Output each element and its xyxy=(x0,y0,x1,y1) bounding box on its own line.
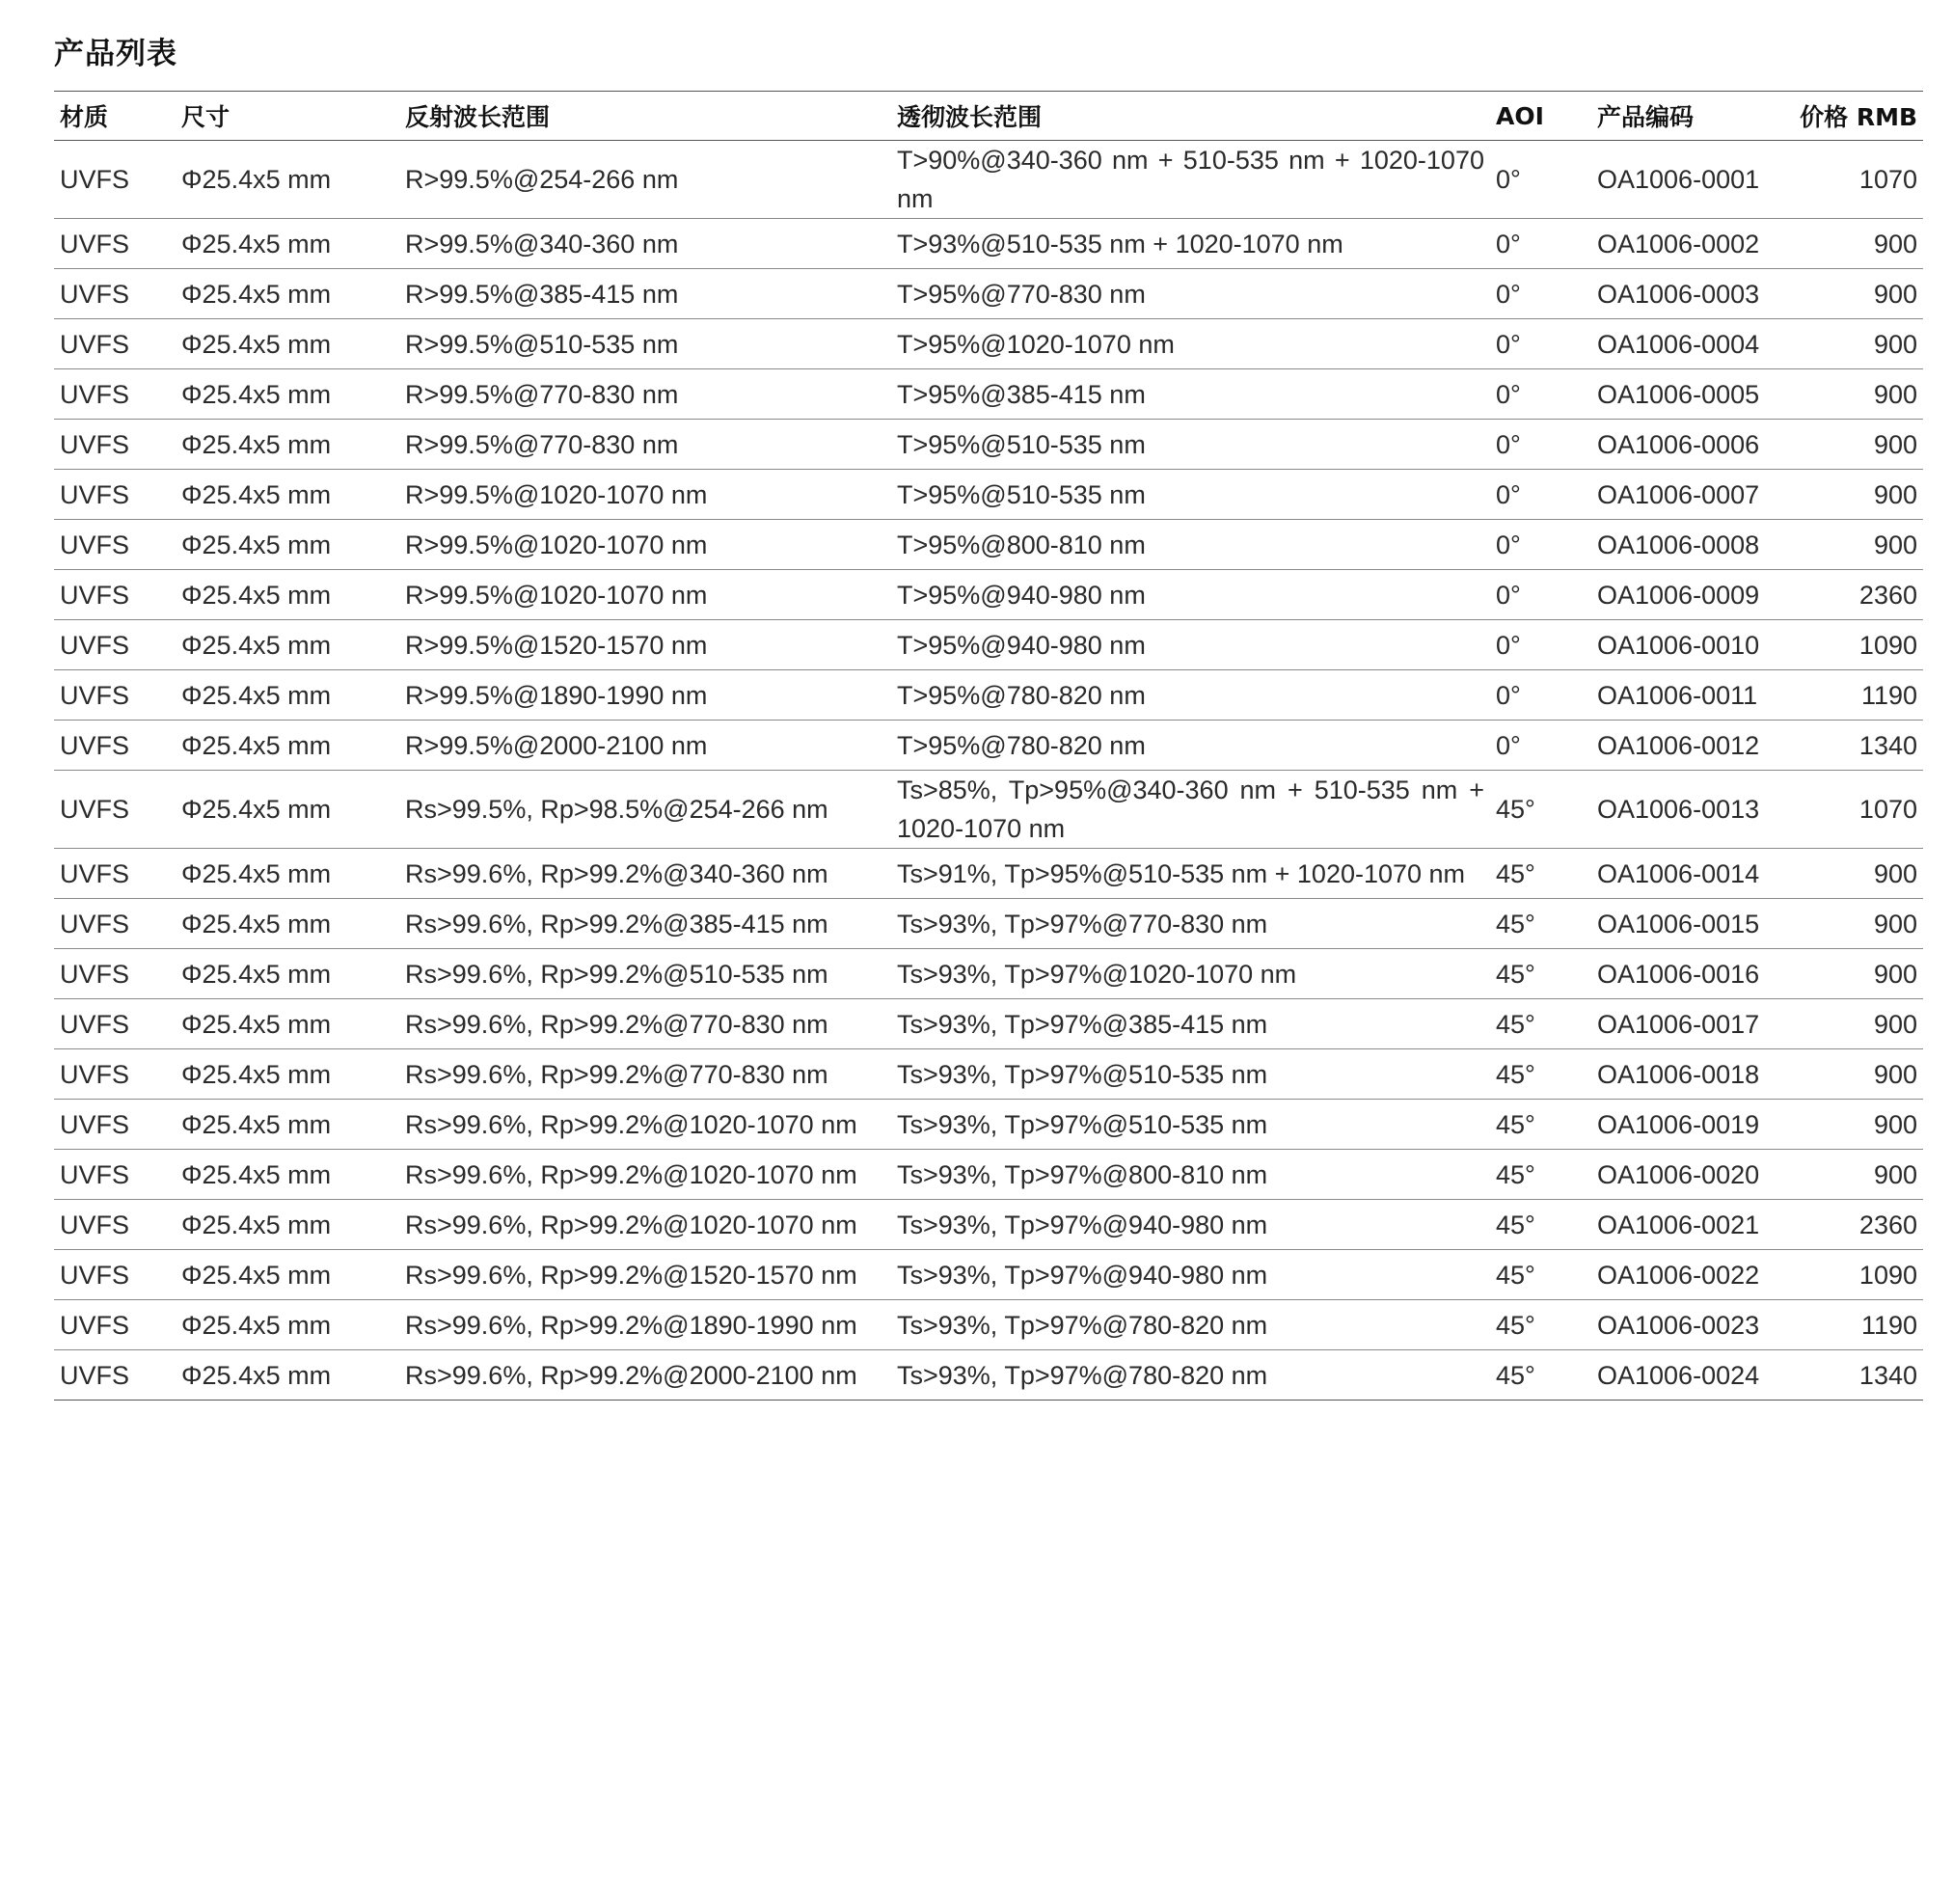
size-cell: Φ25.4x5 mm xyxy=(176,520,399,570)
material-cell: UVFS xyxy=(54,420,176,470)
transmission-range-cell: Ts>93%, Tp>97%@770-830 nm xyxy=(891,899,1490,949)
table-row xyxy=(54,620,1923,670)
material-cell: UVFS xyxy=(54,1100,176,1150)
reflection-range-cell: Rs>99.6%, Rp>99.2%@385-415 nm xyxy=(399,899,891,949)
size-cell: Φ25.4x5 mm xyxy=(176,319,399,369)
aoi-cell: 0° xyxy=(1490,319,1591,369)
material-cell: UVFS xyxy=(54,670,176,721)
aoi-cell: 45° xyxy=(1490,1150,1591,1200)
size-cell: Φ25.4x5 mm xyxy=(176,1100,399,1150)
transmission-range-cell: T>95%@510-535 nm xyxy=(891,420,1490,470)
reflection-range-cell: R>99.5%@1890-1990 nm xyxy=(399,670,891,721)
aoi-cell: 0° xyxy=(1490,420,1591,470)
size-cell: Φ25.4x5 mm xyxy=(176,219,399,269)
table-row xyxy=(54,369,1923,420)
column-header-product-code: 产品编码 xyxy=(1597,103,1695,131)
aoi-cell: 45° xyxy=(1490,1049,1591,1100)
price-cell: 900 xyxy=(1780,999,1923,1049)
size-cell: Φ25.4x5 mm xyxy=(176,849,399,899)
price-cell: 2360 xyxy=(1780,1200,1923,1250)
size-cell: Φ25.4x5 mm xyxy=(176,999,399,1049)
price-cell: 900 xyxy=(1780,520,1923,570)
column-header-reflection-range: 反射波长范围 xyxy=(405,103,551,131)
product-code-cell: OA1006-0020 xyxy=(1591,1150,1780,1200)
product-code-cell: OA1006-0011 xyxy=(1591,670,1780,721)
reflection-range-cell: R>99.5%@385-415 nm xyxy=(399,269,891,319)
aoi-cell: 45° xyxy=(1490,849,1591,899)
material-cell: UVFS xyxy=(54,369,176,420)
reflection-range-cell: Rs>99.6%, Rp>99.2%@1020-1070 nm xyxy=(399,1150,891,1200)
reflection-range-cell: R>99.5%@770-830 nm xyxy=(399,369,891,420)
material-cell: UVFS xyxy=(54,1350,176,1401)
reflection-range-cell: Rs>99.6%, Rp>99.2%@770-830 nm xyxy=(399,999,891,1049)
size-cell: Φ25.4x5 mm xyxy=(176,420,399,470)
table-row xyxy=(54,1350,1923,1401)
price-cell: 1190 xyxy=(1780,1300,1923,1350)
price-cell: 900 xyxy=(1780,1150,1923,1200)
reflection-range-cell: Rs>99.6%, Rp>99.2%@1520-1570 nm xyxy=(399,1250,891,1300)
table-row xyxy=(54,520,1923,570)
aoi-cell: 45° xyxy=(1490,1100,1591,1150)
aoi-cell: 45° xyxy=(1490,771,1591,849)
transmission-range-cell: T>90%@340-360 nm + 510-535 nm + 1020-1070 nm xyxy=(891,141,1490,219)
price-cell: 900 xyxy=(1780,369,1923,420)
transmission-range-cell: T>93%@510-535 nm + 1020-1070 nm xyxy=(891,219,1490,269)
material-cell: UVFS xyxy=(54,1250,176,1300)
material-cell: UVFS xyxy=(54,269,176,319)
column-header-aoi: AOI xyxy=(1496,101,1544,130)
size-cell: Φ25.4x5 mm xyxy=(176,570,399,620)
aoi-cell: 45° xyxy=(1490,1200,1591,1250)
table-row xyxy=(54,1049,1923,1100)
material-cell: UVFS xyxy=(54,849,176,899)
reflection-range-cell: R>99.5%@2000-2100 nm xyxy=(399,721,891,771)
transmission-range-cell: Ts>93%, Tp>97%@510-535 nm xyxy=(891,1100,1490,1150)
material-cell: UVFS xyxy=(54,319,176,369)
table-row xyxy=(54,721,1923,771)
product-code-cell: OA1006-0016 xyxy=(1591,949,1780,999)
aoi-cell: 0° xyxy=(1490,570,1591,620)
reflection-range-cell: Rs>99.6%, Rp>99.2%@510-535 nm xyxy=(399,949,891,999)
reflection-range-cell: R>99.5%@1020-1070 nm xyxy=(399,570,891,620)
reflection-range-cell: Rs>99.6%, Rp>99.2%@340-360 nm xyxy=(399,849,891,899)
size-cell: Φ25.4x5 mm xyxy=(176,620,399,670)
price-cell: 1090 xyxy=(1780,620,1923,670)
aoi-cell: 0° xyxy=(1490,470,1591,520)
transmission-range-cell: T>95%@940-980 nm xyxy=(891,620,1490,670)
size-cell: Φ25.4x5 mm xyxy=(176,141,399,219)
table-row xyxy=(54,219,1923,269)
material-cell: UVFS xyxy=(54,899,176,949)
transmission-range-cell: Ts>93%, Tp>97%@780-820 nm xyxy=(891,1300,1490,1350)
material-cell: UVFS xyxy=(54,1200,176,1250)
material-cell: UVFS xyxy=(54,721,176,771)
price-cell: 1340 xyxy=(1780,721,1923,771)
aoi-cell: 45° xyxy=(1490,899,1591,949)
transmission-range-cell: T>95%@780-820 nm xyxy=(891,721,1490,771)
transmission-range-cell: Ts>93%, Tp>97%@1020-1070 nm xyxy=(891,949,1490,999)
material-cell: UVFS xyxy=(54,999,176,1049)
table-row xyxy=(54,420,1923,470)
size-cell: Φ25.4x5 mm xyxy=(176,721,399,771)
aoi-cell: 45° xyxy=(1490,1250,1591,1300)
reflection-range-cell: Rs>99.6%, Rp>99.2%@770-830 nm xyxy=(399,1049,891,1100)
table-row xyxy=(54,771,1923,849)
product-code-cell: OA1006-0024 xyxy=(1591,1350,1780,1401)
material-cell: UVFS xyxy=(54,1150,176,1200)
size-cell: Φ25.4x5 mm xyxy=(176,1150,399,1200)
price-cell: 900 xyxy=(1780,319,1923,369)
table-row xyxy=(54,570,1923,620)
price-cell: 1070 xyxy=(1780,141,1923,219)
table-row xyxy=(54,899,1923,949)
product-code-cell: OA1006-0022 xyxy=(1591,1250,1780,1300)
reflection-range-cell: R>99.5%@510-535 nm xyxy=(399,319,891,369)
aoi-cell: 45° xyxy=(1490,949,1591,999)
product-code-cell: OA1006-0007 xyxy=(1591,470,1780,520)
product-code-cell: OA1006-0001 xyxy=(1591,141,1780,219)
table-row xyxy=(54,670,1923,721)
section-title: 产品列表 xyxy=(54,37,177,71)
product-code-cell: OA1006-0018 xyxy=(1591,1049,1780,1100)
column-header-size: 尺寸 xyxy=(181,103,231,131)
reflection-range-cell: R>99.5%@1020-1070 nm xyxy=(399,520,891,570)
column-header-material: 材质 xyxy=(60,103,109,131)
product-code-cell: OA1006-0012 xyxy=(1591,721,1780,771)
table-row xyxy=(54,1200,1923,1250)
size-cell: Φ25.4x5 mm xyxy=(176,1350,399,1401)
price-cell: 1340 xyxy=(1780,1350,1923,1401)
aoi-cell: 45° xyxy=(1490,1350,1591,1401)
price-cell: 900 xyxy=(1780,420,1923,470)
size-cell: Φ25.4x5 mm xyxy=(176,470,399,520)
reflection-range-cell: R>99.5%@770-830 nm xyxy=(399,420,891,470)
product-code-cell: OA1006-0017 xyxy=(1591,999,1780,1049)
transmission-range-cell: Ts>93%, Tp>97%@510-535 nm xyxy=(891,1049,1490,1100)
reflection-range-cell: Rs>99.5%, Rp>98.5%@254-266 nm xyxy=(399,771,891,849)
aoi-cell: 0° xyxy=(1490,369,1591,420)
size-cell: Φ25.4x5 mm xyxy=(176,369,399,420)
transmission-range-cell: T>95%@940-980 nm xyxy=(891,570,1490,620)
aoi-cell: 0° xyxy=(1490,219,1591,269)
transmission-range-cell: Ts>93%, Tp>97%@940-980 nm xyxy=(891,1200,1490,1250)
reflection-range-cell: R>99.5%@1020-1070 nm xyxy=(399,470,891,520)
price-cell: 900 xyxy=(1780,849,1923,899)
size-cell: Φ25.4x5 mm xyxy=(176,1049,399,1100)
product-code-cell: OA1006-0002 xyxy=(1591,219,1780,269)
product-code-cell: OA1006-0014 xyxy=(1591,849,1780,899)
table-row xyxy=(54,141,1923,219)
product-code-cell: OA1006-0019 xyxy=(1591,1100,1780,1150)
price-cell: 1090 xyxy=(1780,1250,1923,1300)
size-cell: Φ25.4x5 mm xyxy=(176,949,399,999)
reflection-range-cell: Rs>99.6%, Rp>99.2%@1890-1990 nm xyxy=(399,1300,891,1350)
reflection-range-cell: Rs>99.6%, Rp>99.2%@2000-2100 nm xyxy=(399,1350,891,1401)
material-cell: UVFS xyxy=(54,620,176,670)
price-cell: 1070 xyxy=(1780,771,1923,849)
table-row xyxy=(54,849,1923,899)
product-code-cell: OA1006-0013 xyxy=(1591,771,1780,849)
transmission-range-cell: T>95%@800-810 nm xyxy=(891,520,1490,570)
product-code-cell: OA1006-0006 xyxy=(1591,420,1780,470)
material-cell: UVFS xyxy=(54,1300,176,1350)
table-row xyxy=(54,1300,1923,1350)
size-cell: Φ25.4x5 mm xyxy=(176,899,399,949)
product-code-cell: OA1006-0023 xyxy=(1591,1300,1780,1350)
material-cell: UVFS xyxy=(54,520,176,570)
transmission-range-cell: Ts>85%, Tp>95%@340-360 nm + 510-535 nm + 1020-1070 nm xyxy=(891,771,1490,849)
column-header-transmission-range: 透彻波长范围 xyxy=(897,103,1043,131)
price-cell: 1190 xyxy=(1780,670,1923,721)
reflection-range-cell: R>99.5%@1520-1570 nm xyxy=(399,620,891,670)
product-code-cell: OA1006-0008 xyxy=(1591,520,1780,570)
aoi-cell: 0° xyxy=(1490,520,1591,570)
table-row xyxy=(54,999,1923,1049)
reflection-range-cell: R>99.5%@340-360 nm xyxy=(399,219,891,269)
product-code-cell: OA1006-0009 xyxy=(1591,570,1780,620)
aoi-cell: 45° xyxy=(1490,1300,1591,1350)
reflection-range-cell: Rs>99.6%, Rp>99.2%@1020-1070 nm xyxy=(399,1200,891,1250)
aoi-cell: 0° xyxy=(1490,620,1591,670)
table-body xyxy=(54,141,1923,1401)
table-row xyxy=(54,470,1923,520)
size-cell: Φ25.4x5 mm xyxy=(176,670,399,721)
transmission-range-cell: T>95%@385-415 nm xyxy=(891,369,1490,420)
price-cell: 900 xyxy=(1780,470,1923,520)
transmission-range-cell: Ts>91%, Tp>95%@510-535 nm + 1020-1070 nm xyxy=(891,849,1490,899)
transmission-range-cell: T>95%@1020-1070 nm xyxy=(891,319,1490,369)
product-code-cell: OA1006-0003 xyxy=(1591,269,1780,319)
material-cell: UVFS xyxy=(54,219,176,269)
price-cell: 900 xyxy=(1780,1100,1923,1150)
aoi-cell: 0° xyxy=(1490,141,1591,219)
table-row xyxy=(54,319,1923,369)
product-code-cell: OA1006-0021 xyxy=(1591,1200,1780,1250)
size-cell: Φ25.4x5 mm xyxy=(176,1250,399,1300)
size-cell: Φ25.4x5 mm xyxy=(176,1300,399,1350)
product-code-cell: OA1006-0015 xyxy=(1591,899,1780,949)
product-code-cell: OA1006-0010 xyxy=(1591,620,1780,670)
transmission-range-cell: Ts>93%, Tp>97%@800-810 nm xyxy=(891,1150,1490,1200)
price-cell: 900 xyxy=(1780,899,1923,949)
reflection-range-cell: R>99.5%@254-266 nm xyxy=(399,141,891,219)
aoi-cell: 0° xyxy=(1490,670,1591,721)
size-cell: Φ25.4x5 mm xyxy=(176,269,399,319)
transmission-range-cell: T>95%@510-535 nm xyxy=(891,470,1490,520)
column-header-price: 价格 RMB xyxy=(1800,103,1917,131)
aoi-cell: 45° xyxy=(1490,999,1591,1049)
reflection-range-cell: Rs>99.6%, Rp>99.2%@1020-1070 nm xyxy=(399,1100,891,1150)
price-cell: 900 xyxy=(1780,219,1923,269)
table-row xyxy=(54,269,1923,319)
transmission-range-cell: T>95%@780-820 nm xyxy=(891,670,1490,721)
transmission-range-cell: Ts>93%, Tp>97%@780-820 nm xyxy=(891,1350,1490,1401)
document-page xyxy=(54,33,1923,1401)
table-row xyxy=(54,1250,1923,1300)
table-row xyxy=(54,949,1923,999)
aoi-cell: 0° xyxy=(1490,269,1591,319)
product-code-cell: OA1006-0005 xyxy=(1591,369,1780,420)
size-cell: Φ25.4x5 mm xyxy=(176,771,399,849)
product-code-cell: OA1006-0004 xyxy=(1591,319,1780,369)
material-cell: UVFS xyxy=(54,570,176,620)
price-cell: 2360 xyxy=(1780,570,1923,620)
material-cell: UVFS xyxy=(54,470,176,520)
material-cell: UVFS xyxy=(54,1049,176,1100)
price-cell: 900 xyxy=(1780,1049,1923,1100)
product-table xyxy=(54,91,1923,1401)
table-row xyxy=(54,1100,1923,1150)
size-cell: Φ25.4x5 mm xyxy=(176,1200,399,1250)
table-row xyxy=(54,1150,1923,1200)
transmission-range-cell: T>95%@770-830 nm xyxy=(891,269,1490,319)
transmission-range-cell: Ts>93%, Tp>97%@940-980 nm xyxy=(891,1250,1490,1300)
price-cell: 900 xyxy=(1780,949,1923,999)
price-cell: 900 xyxy=(1780,269,1923,319)
material-cell: UVFS xyxy=(54,141,176,219)
material-cell: UVFS xyxy=(54,949,176,999)
transmission-range-cell: Ts>93%, Tp>97%@385-415 nm xyxy=(891,999,1490,1049)
aoi-cell: 0° xyxy=(1490,721,1591,771)
material-cell: UVFS xyxy=(54,771,176,849)
table-header-row xyxy=(54,92,1923,141)
